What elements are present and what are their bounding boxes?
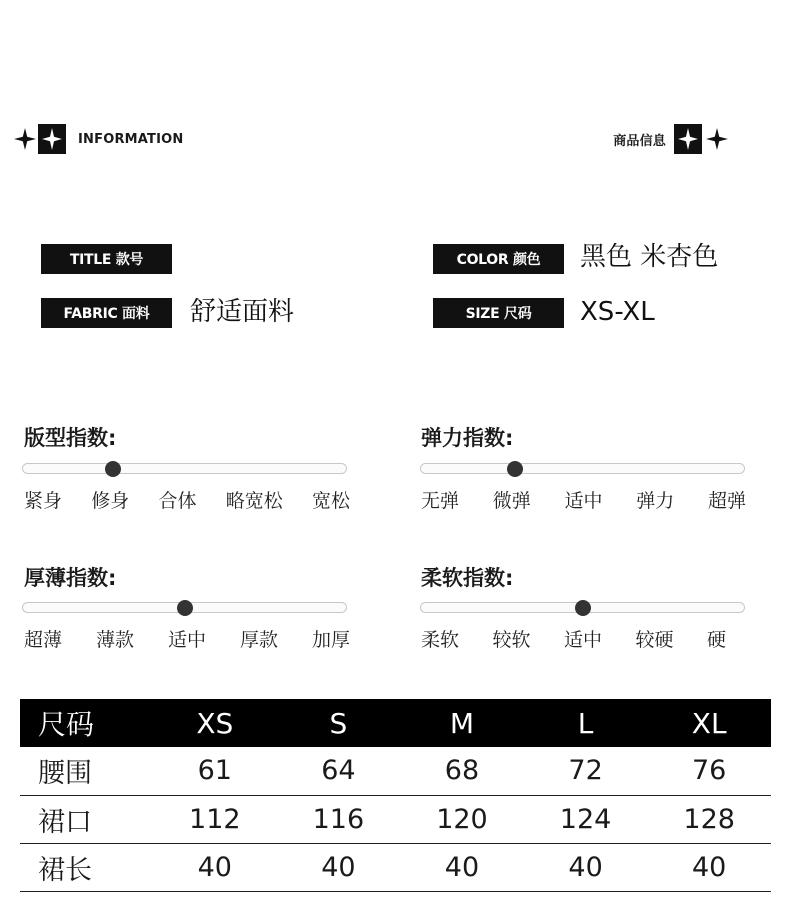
thickness-label: 超薄 [24,629,63,651]
table-cell: 40 [277,843,401,891]
softness-label: 较软 [492,629,531,651]
softness-label: 较硬 [635,629,674,651]
color-tag: COLOR 颜色 [433,244,564,274]
stretch-label: 弹力 [636,490,675,512]
fit-index-title: 版型指数: [24,426,117,450]
softness-label: 硬 [706,629,726,651]
size-value: XS-XL [580,297,655,327]
thickness-label: 厚款 [239,629,278,651]
softness-label: 适中 [563,629,602,651]
table-cell: 124 [524,795,648,843]
thickness-label: 加厚 [311,629,350,651]
size-header-cell: XS [153,699,277,747]
table-cell: 40 [524,843,648,891]
fabric-tag: FABRIC 面料 [41,298,172,328]
fit-label: 修身 [91,490,130,512]
softness-label: 柔软 [421,629,460,651]
table-cell: 40 [153,843,277,891]
table-row [20,795,771,843]
stretch-label: 适中 [564,490,603,512]
information-label: INFORMATION [78,131,184,147]
stretch-label: 超弹 [707,490,746,512]
thickness-index-knob [177,600,193,616]
table-cell: 61 [153,747,277,795]
color-value: 黑色 米杏色 [580,242,719,272]
thickness-index-track [22,602,347,613]
size-header-cell: 尺码 [20,699,153,747]
fit-label: 略宽松 [225,490,283,512]
row-label: 腰围 [20,747,153,795]
size-table [20,699,771,892]
table-cell: 76 [647,747,771,795]
softness-index-labels [421,625,726,652]
size-tag: SIZE 尺码 [433,298,564,328]
fit-label: 合体 [158,490,197,512]
stretch-label: 微弹 [492,490,531,512]
table-cell: 64 [277,747,401,795]
sparkle-icon [706,128,728,150]
stretch-index-labels [421,486,746,513]
table-cell: 128 [647,795,771,843]
fit-label: 紧身 [24,490,63,512]
softness-index-title: 柔软指数: [421,566,514,590]
size-header-cell: XL [647,699,771,747]
fit-label: 宽松 [311,490,350,512]
thickness-index-labels [24,625,350,652]
title-tag: TITLE 款号 [41,244,172,274]
stretch-label: 无弹 [421,490,460,512]
information-header [14,124,183,154]
stretch-index-title: 弹力指数: [421,426,514,450]
thickness-label: 适中 [167,629,206,651]
sparkle-icon [14,128,36,150]
softness-index-track [420,602,745,613]
softness-index-knob [575,600,591,616]
boxed-sparkle-icon [38,124,66,154]
table-cell: 40 [400,843,524,891]
product-info-label: 商品信息 [613,133,666,149]
table-row [20,843,771,891]
table-cell: 72 [524,747,648,795]
table-cell: 116 [277,795,401,843]
stretch-index-track [420,463,745,474]
thickness-index-title: 厚薄指数: [24,566,117,590]
table-cell: 112 [153,795,277,843]
fit-index-labels [24,486,350,513]
stretch-index-knob [507,461,523,477]
fit-index-knob [105,461,121,477]
row-label: 裙长 [20,843,153,891]
table-cell: 68 [400,747,524,795]
size-header-cell: S [277,699,401,747]
boxed-sparkle-icon [674,124,702,154]
table-cell: 40 [647,843,771,891]
fit-index-track [22,463,347,474]
thickness-label: 薄款 [95,629,134,651]
fabric-value: 舒适面料 [190,297,295,327]
size-header-cell: L [524,699,648,747]
table-row [20,747,771,795]
size-table-header-row [20,699,771,747]
size-header-cell: M [400,699,524,747]
row-label: 裙口 [20,795,153,843]
table-cell: 120 [400,795,524,843]
product-info-header [613,124,728,154]
